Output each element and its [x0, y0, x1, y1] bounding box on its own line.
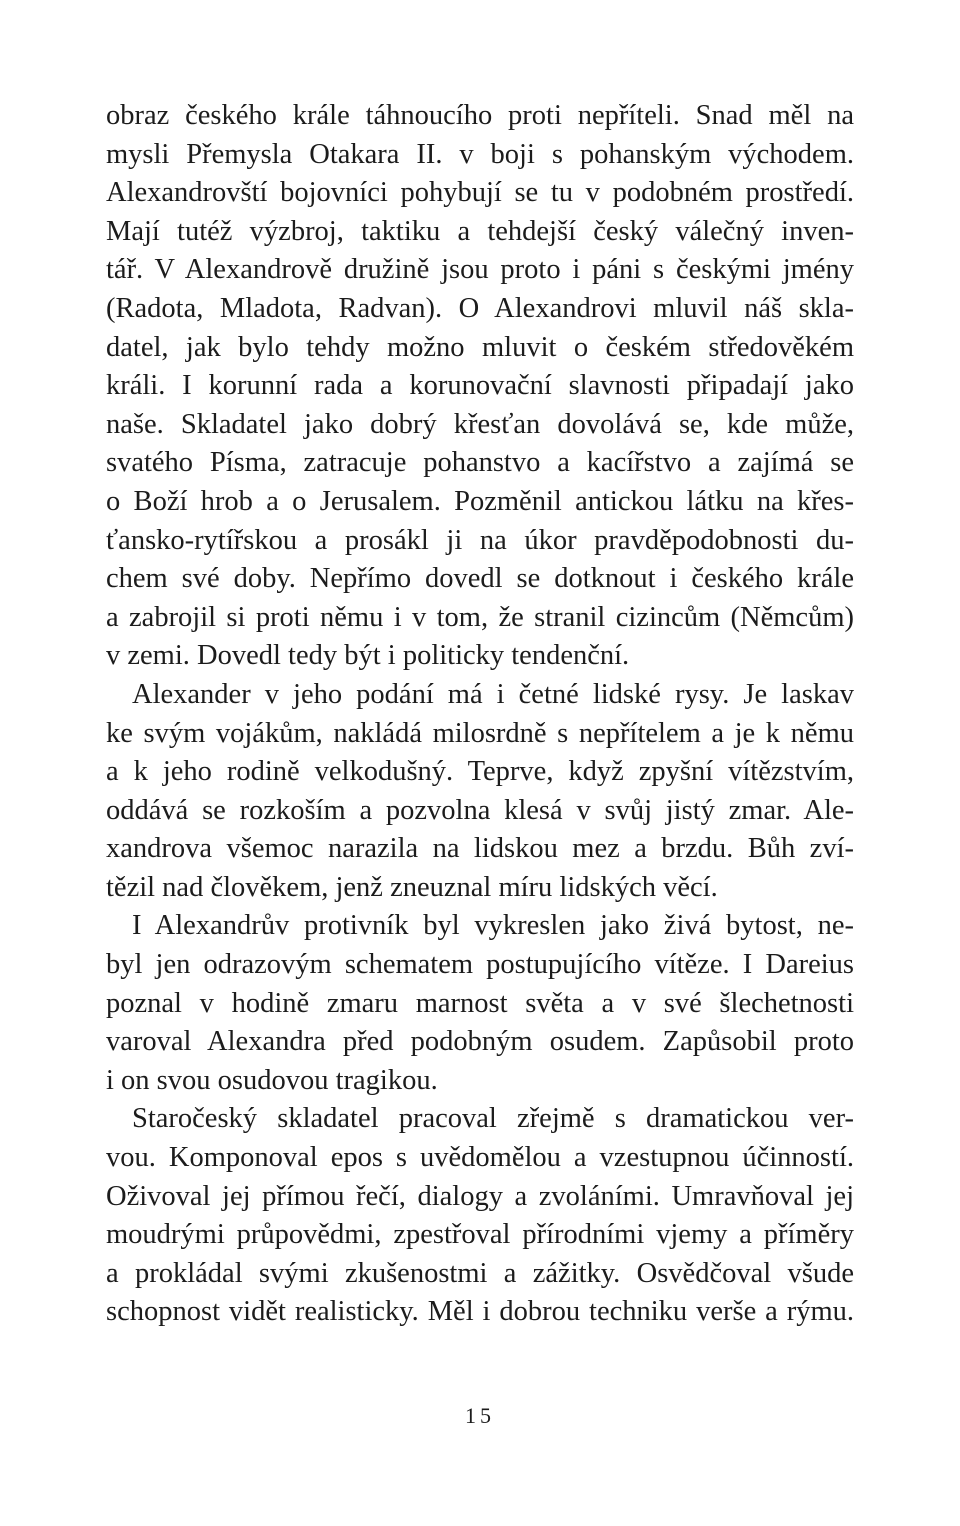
paragraph-3 [106, 907, 854, 1100]
text-line: schopnost vidět realisticky. Měl i dobrou techniku verše a rýmu. [106, 1296, 854, 1328]
text-line: ťansko-rytířskou a prosákl ji na úkor pravděpodobnosti du- [106, 524, 854, 556]
text-line: a prokládal svými zkušenostmi a zážitky. Osvědčoval všude [106, 1257, 854, 1289]
paragraph-2 [106, 676, 854, 908]
page-number: 15 [465, 1403, 495, 1428]
text-line: datel, jak bylo tehdy možno mluvit o českém středověkém [106, 331, 854, 363]
text-line: tář. V Alexandrově družině jsou proto i páni s českými jmény [106, 254, 854, 286]
text-line: a zabrojil si proti němu i v tom, že stranil cizincům (Němcům) [106, 601, 854, 633]
text-line: mysli Přemysla Otakara II. v boji s pohanským východem. [106, 138, 854, 170]
text-line: oddává se rozkoším a pozvolna klesá v svůj jistý zmar. Ale- [106, 794, 854, 826]
text-line: Staročeský skladatel pracoval zřejmě s dramatickou ver- [132, 1103, 854, 1135]
text-line: poznal v hodině zmaru marnost světa a v své šlechetnosti [106, 987, 854, 1019]
text-line: a k jeho rodině velkodušný. Teprve, když zpyšní vítězstvím, [106, 756, 854, 788]
text-line: obraz českého krále táhnoucího proti nepříteli. Snad měl na [106, 100, 854, 131]
text-line: (Radota, Mladota, Radvan). O Alexandrovi mluvil náš skla- [106, 292, 854, 324]
text-line: xandrova všemoc narazila na lidskou mez a brzdu. Bůh zví- [106, 833, 854, 865]
paragraph-4 [106, 1100, 854, 1332]
text-line: naše. Skladatel jako dobrý křesťan dovolává se, kde může, [106, 408, 854, 440]
text-line: svatého Písma, zatracuje pohanstvo a kacířstvo a zajímá se [106, 447, 854, 479]
paragraph-1 [106, 97, 854, 676]
text-line: Oživoval jej přímou řečí, dialogy a zvoláními. Umravňoval jej [106, 1180, 854, 1212]
text-line: králi. I korunní rada a korunovační slavnosti připadají jako [106, 370, 854, 402]
text-line: chem své doby. Nepřímo dovedl se dotknout i českého krále [106, 563, 854, 595]
text-line: Mají tutéž výzbroj, taktiku a tehdejší český válečný inven- [106, 215, 854, 247]
text-line: Alexandrovští bojovníci pohybují se tu v podobném prostředí. [106, 177, 854, 209]
text-line: ke svým vojákům, nakládá milosrdně s nepřítelem a je k němu [106, 717, 854, 749]
text-line: i on svou osudovou tragikou. [106, 1064, 438, 1096]
text-line: moudrými průpovědmi, zpestřoval přírodními vjemy a příměry [106, 1219, 854, 1251]
text-line: tězil nad člověkem, jenž zneuznal míru lidských věcí. [106, 871, 718, 903]
text-line: varoval Alexandra před podobným osudem. Zapůsobil proto [106, 1026, 854, 1058]
text-line: vou. Komponoval epos s uvědomělou a vzestupnou účinností. [106, 1142, 854, 1174]
text-line: Alexander v jeho podání má i četné lidské rysy. Je laskav [132, 678, 854, 710]
text-line: byl jen odrazovým schematem postupujícího vítěze. I Dareius [106, 949, 854, 981]
body-text [106, 97, 854, 1332]
text-line: I Alexandrův protivník byl vykreslen jako živá bytost, ne- [132, 910, 854, 942]
text-line: o Boží hrob a o Jerusalem. Pozměnil antickou látku na křes- [106, 485, 854, 517]
text-line: v zemi. Dovedl tedy být i politicky tendenční. [106, 640, 630, 672]
